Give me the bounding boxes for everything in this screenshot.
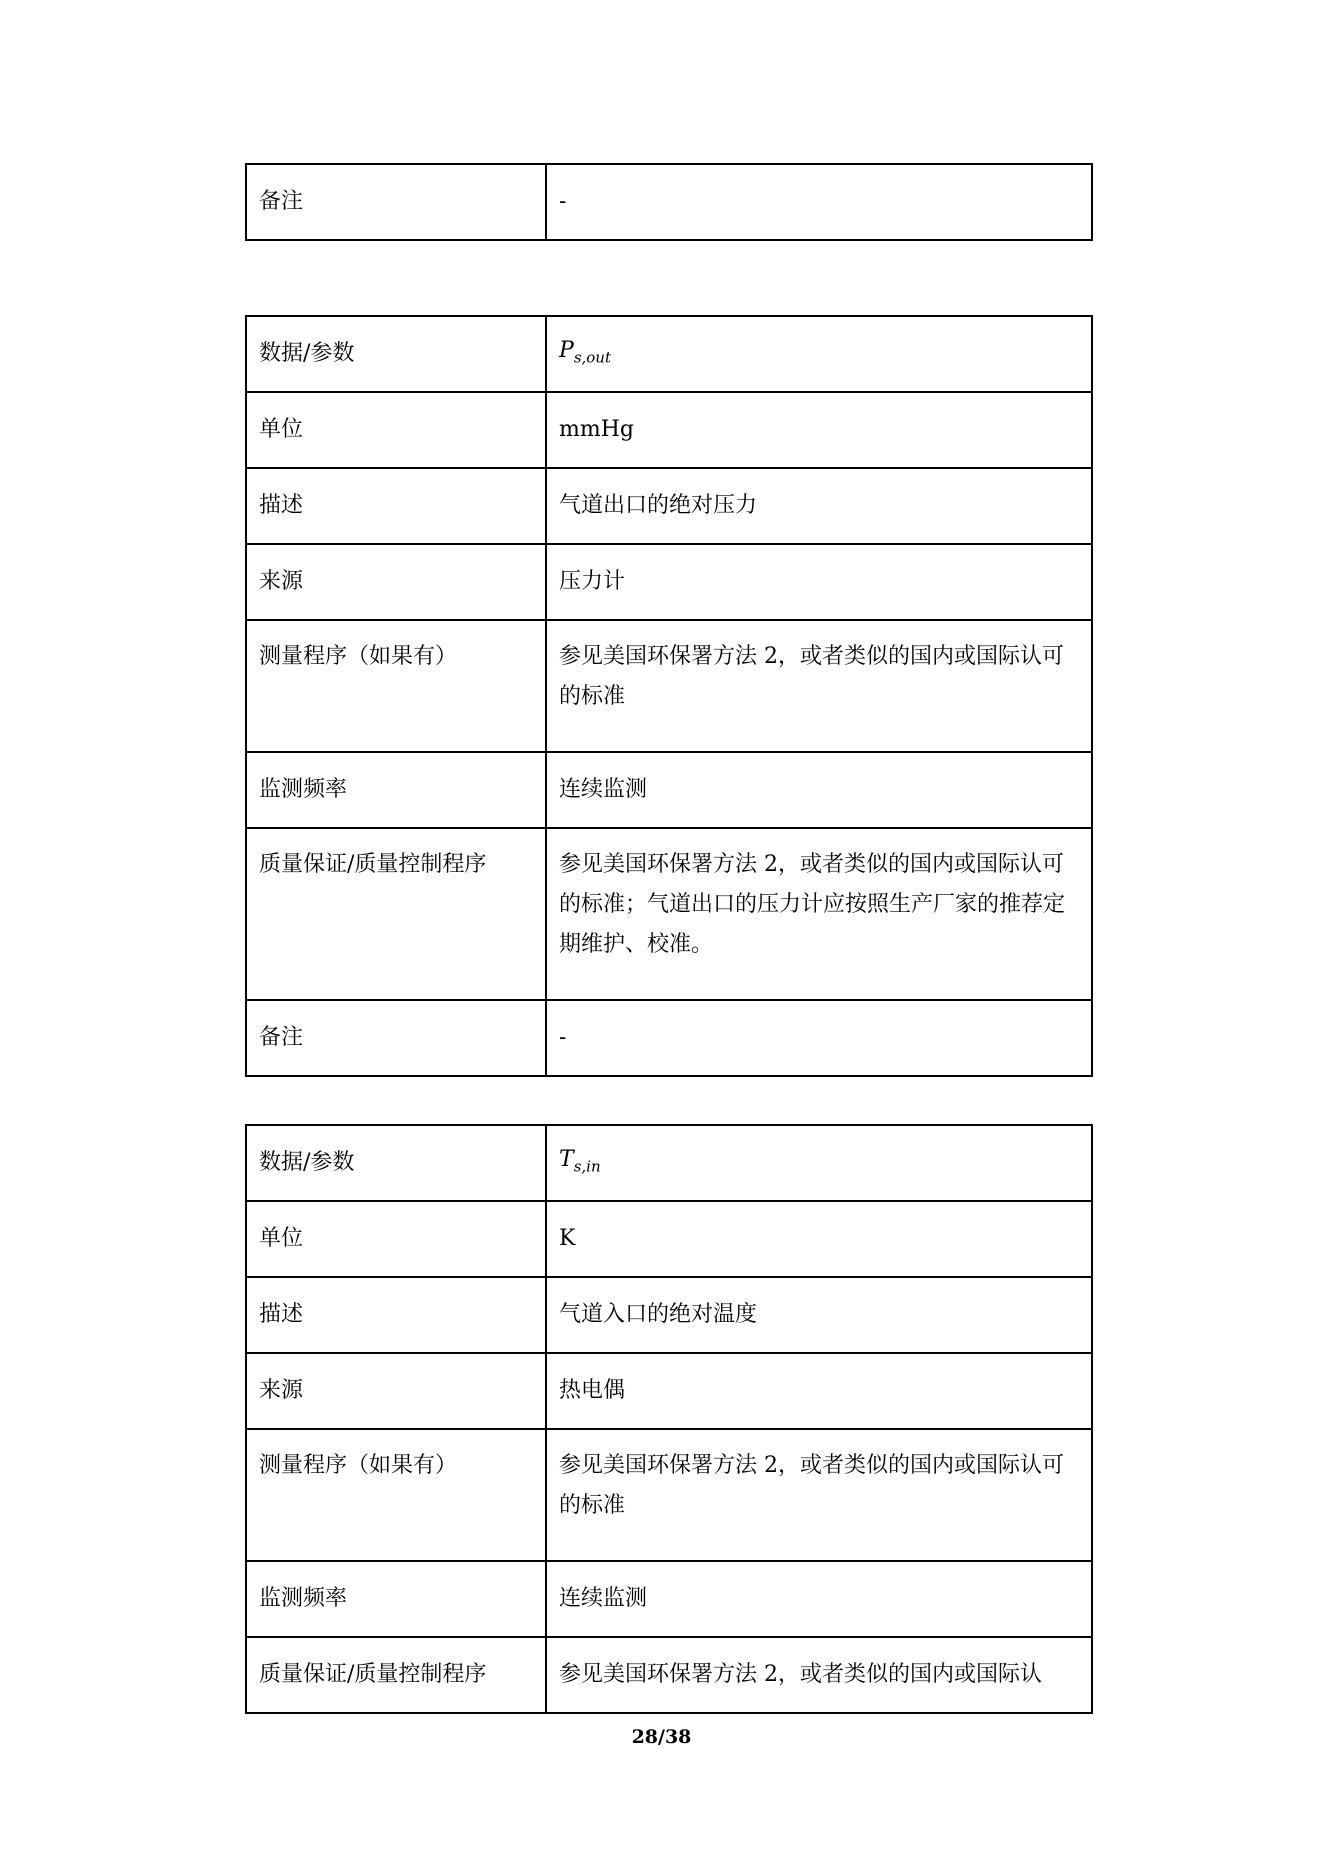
row-value: mmHg bbox=[546, 392, 1092, 468]
table-row bbox=[246, 1125, 1092, 1201]
row-label: 描述 bbox=[246, 1277, 546, 1353]
row-label: 监测频率 bbox=[246, 752, 546, 828]
row-label: 来源 bbox=[246, 544, 546, 620]
symbol-subscript: s,out bbox=[573, 348, 611, 367]
row-value: 气道出口的绝对压力 bbox=[546, 468, 1092, 544]
table-row bbox=[246, 1277, 1092, 1353]
row-value: 参见美国环保署方法 2，或者类似的国内或国际认 bbox=[546, 1637, 1092, 1713]
parameter-symbol bbox=[546, 1125, 1092, 1201]
row-label: 备注 bbox=[246, 164, 546, 240]
table-row bbox=[246, 316, 1092, 392]
table-row bbox=[246, 544, 1092, 620]
table-row bbox=[246, 392, 1092, 468]
row-label: 质量保证/质量控制程序 bbox=[246, 828, 546, 1000]
table-row bbox=[246, 1429, 1092, 1561]
row-label: 监测频率 bbox=[246, 1561, 546, 1637]
row-value: - bbox=[546, 1000, 1092, 1076]
symbol-base: P bbox=[559, 337, 574, 363]
symbol-subscript: s,in bbox=[573, 1157, 601, 1176]
table-row bbox=[246, 828, 1092, 1000]
table-row bbox=[246, 164, 1092, 240]
table-row bbox=[246, 1000, 1092, 1076]
row-label: 单位 bbox=[246, 1201, 546, 1277]
row-label: 测量程序（如果有） bbox=[246, 620, 546, 752]
table-row bbox=[246, 752, 1092, 828]
row-label: 测量程序（如果有） bbox=[246, 1429, 546, 1561]
row-label: 来源 bbox=[246, 1353, 546, 1429]
row-value: 压力计 bbox=[546, 544, 1092, 620]
row-label: 质量保证/质量控制程序 bbox=[246, 1637, 546, 1713]
table-row bbox=[246, 1201, 1092, 1277]
parameter-table-ps-out bbox=[245, 315, 1093, 1077]
row-value: 热电偶 bbox=[546, 1353, 1092, 1429]
row-value: K bbox=[546, 1201, 1092, 1277]
row-value: 连续监测 bbox=[546, 1561, 1092, 1637]
row-label: 描述 bbox=[246, 468, 546, 544]
row-label: 数据/参数 bbox=[246, 316, 546, 392]
row-value: 参见美国环保署方法 2，或者类似的国内或国际认可的标准 bbox=[546, 620, 1092, 752]
row-value: - bbox=[546, 164, 1092, 240]
table-row bbox=[246, 620, 1092, 752]
row-value: 参见美国环保署方法 2，或者类似的国内或国际认可的标准 bbox=[546, 1429, 1092, 1561]
parameter-symbol bbox=[546, 316, 1092, 392]
row-label: 数据/参数 bbox=[246, 1125, 546, 1201]
table-row bbox=[246, 1637, 1092, 1713]
table-row bbox=[246, 1561, 1092, 1637]
row-label: 单位 bbox=[246, 392, 546, 468]
row-label: 备注 bbox=[246, 1000, 546, 1076]
page-number: 28/38 bbox=[631, 1726, 692, 1748]
remarks-table-top bbox=[245, 163, 1093, 241]
parameter-table-ts-in bbox=[245, 1124, 1093, 1714]
row-value: 气道入口的绝对温度 bbox=[546, 1277, 1092, 1353]
row-value: 参见美国环保署方法 2，或者类似的国内或国际认可的标准；气道出口的压力计应按照生产厂家的推荐定期维护、校准。 bbox=[546, 828, 1092, 1000]
symbol-base: T bbox=[559, 1146, 574, 1172]
row-value: 连续监测 bbox=[546, 752, 1092, 828]
table-row bbox=[246, 468, 1092, 544]
table-row bbox=[246, 1353, 1092, 1429]
